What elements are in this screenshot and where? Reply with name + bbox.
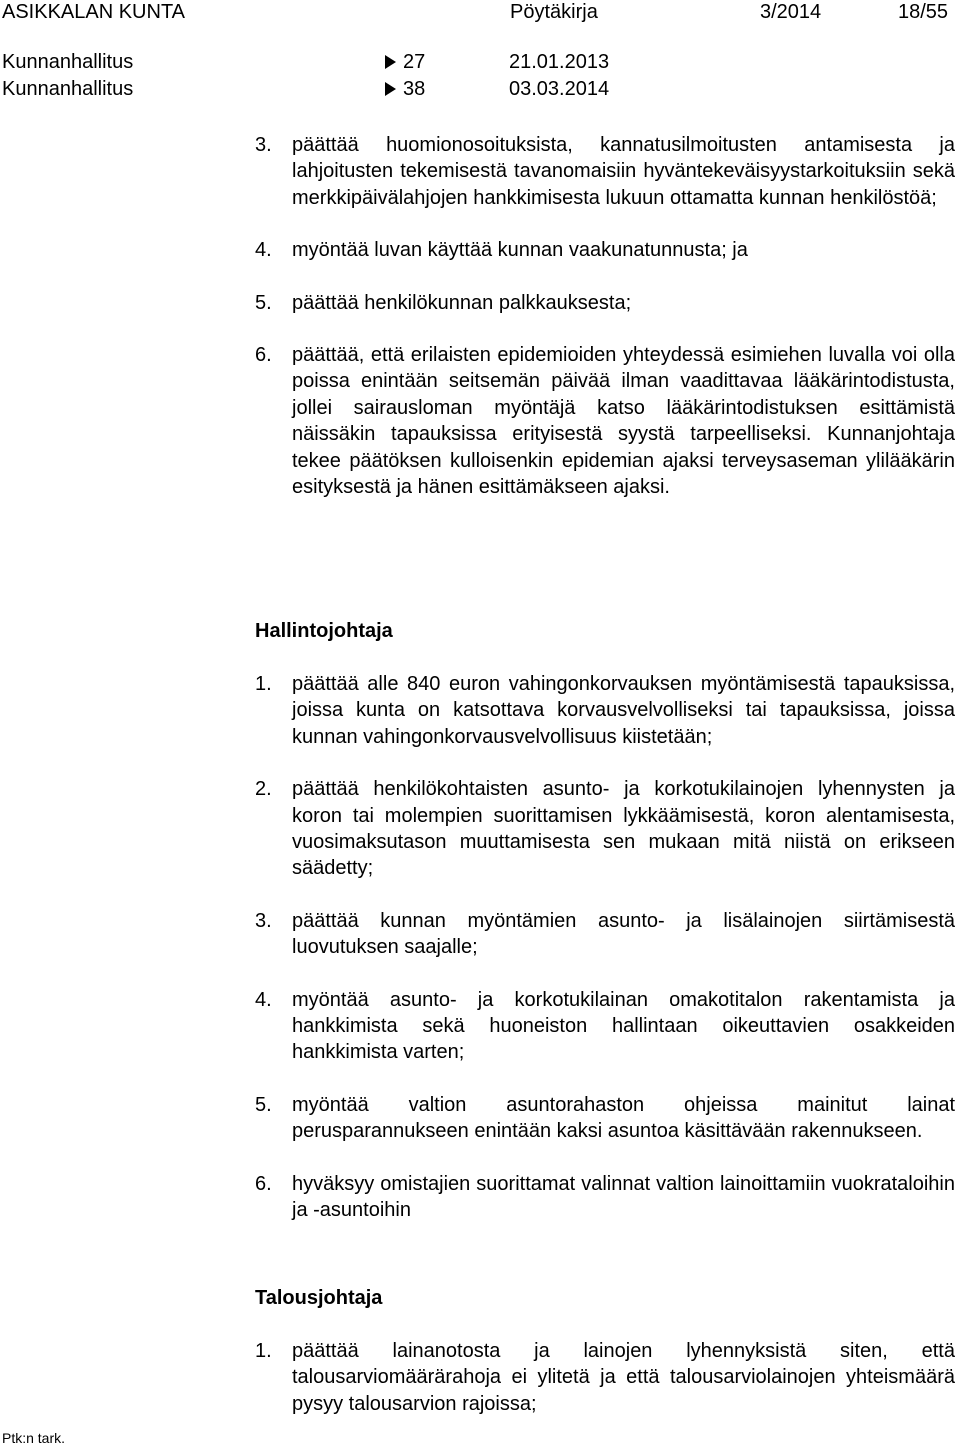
item-text: myöntää asunto- ja korkotukilainan omakotitalon rakentamista ja hankkimista sekä huoneiston hallintaan oikeuttavien osakkeiden hankkimista varten; <box>292 988 955 1064</box>
arrow-right-icon <box>385 82 396 96</box>
list-item <box>255 776 955 882</box>
meta-row <box>0 49 960 75</box>
arrow-right-icon <box>385 55 396 69</box>
item-text: päättää lainanotosta ja lainojen lyhennyksistä siten, että talousarviomäärärahoja ei ylitetä ja että talousarviolainojen yhteismäärä pysyy talousarvion rajoissa; <box>292 1340 955 1415</box>
item-number: 6. <box>255 1172 272 1195</box>
item-text: myöntää luvan käyttää kunnan vaakunatunnusta; ja <box>292 239 748 262</box>
section-items <box>255 132 955 500</box>
item-text: päättää alle 840 euron vahingonkorvauksen myöntämisestä tapauksissa, joissa kunta on katsottava korvausvelvolliseksi tai tapauksissa, joissa kunnan vahingonkorvausvelvollisuus kiistetään; <box>292 673 955 748</box>
item-number: 5. <box>255 291 272 314</box>
meta-body: Kunnanhallitus <box>2 78 134 100</box>
item-number: 1. <box>255 1340 272 1362</box>
item-number: 4. <box>255 239 272 262</box>
item-number: 6. <box>255 344 272 367</box>
section-heading: Talousjohtaja <box>255 1287 383 1309</box>
item-number: 3. <box>255 909 272 932</box>
meta-date: 21.01.2013 <box>509 51 610 73</box>
review-label: Ptk:n tark. <box>2 1430 66 1446</box>
page-header <box>0 0 960 24</box>
meta-section: 27 <box>403 51 426 73</box>
list-item <box>255 987 955 1066</box>
list-item <box>255 1338 955 1417</box>
item-number: 1. <box>255 673 272 695</box>
item-text: päättää henkilökunnan palkkauksesta; <box>292 291 632 314</box>
list-item <box>255 342 955 500</box>
section-talousjohtaja <box>255 1285 955 1417</box>
item-text: päättää kunnan myöntämien asunto- ja lisälainojen siirtämisestä luovutuksen saajalle; <box>292 909 955 959</box>
item-number: 2. <box>255 778 272 801</box>
item-number: 3. <box>255 134 272 156</box>
meta-section: 38 <box>403 78 426 100</box>
document-number: 3/2014 <box>760 1 822 23</box>
page-number: 18/55 <box>898 1 949 23</box>
item-text: hyväksyy omistajien suorittamat valinnat valtion lainoittamiin vuokrataloihin ja -asuntoihin <box>292 1172 955 1222</box>
document-type: Pöytäkirja <box>510 1 598 23</box>
item-text: päättää, että erilaisten epidemioiden yhteydessä esimiehen luvalla voi olla poissa enintään seitsemän päivää ilman vaadittavaa lääkärintodistusta, jollei sairausloman myöntäjä katso lääkärintodistuksen esittämistä näissäkin tapauksissa erityisestä syystä tarpeelliseksi. Kunnanjohtaja tekee päätöksen kulloisenkin epidemian ajaksi terveysaseman ylilääkärin esityksestä ja hänen esittämäkseen ajaksi. <box>292 344 955 499</box>
list-item <box>255 671 955 750</box>
item-text: myöntää valtion asuntorahaston ohjeissa mainitut lainat perusparannukseen enintään kaksi asuntoa käsittävään rakennukseen. <box>292 1093 955 1143</box>
item-number: 5. <box>255 1093 272 1116</box>
section-heading: Hallintojohtaja <box>255 620 393 642</box>
list-item <box>255 908 955 961</box>
section-hallintojohtaja <box>255 618 955 1224</box>
item-text: päättää huomionosoituksista, kannatusilmoitusten antamisesta ja lahjoitusten tekemisestä tavanomaisiin hyväntekeväisyystarkoituksiin sekä merkkipäivälahjojen hankkimisesta lukuun ottamatta kunnan henkilöstöä; <box>292 134 955 209</box>
meta-row <box>0 76 960 102</box>
list-item <box>255 237 955 263</box>
list-item <box>255 132 955 211</box>
meta-date: 03.03.2014 <box>509 78 610 100</box>
meta-body: Kunnanhallitus <box>2 51 134 73</box>
item-number: 4. <box>255 988 272 1011</box>
list-item <box>255 1171 955 1224</box>
list-item <box>255 1092 955 1145</box>
list-item <box>255 290 955 316</box>
organization-name: ASIKKALAN KUNTA <box>2 1 186 23</box>
item-text: päättää henkilökohtaisten asunto- ja korkotukilainojen lyhennysten ja koron tai molempien suorittamisen lykkäämisestä, koron alentamisesta, vuosimaksutason muuttamisesta sen mukaan mitä niistä on erikseen säädetty; <box>292 778 955 880</box>
